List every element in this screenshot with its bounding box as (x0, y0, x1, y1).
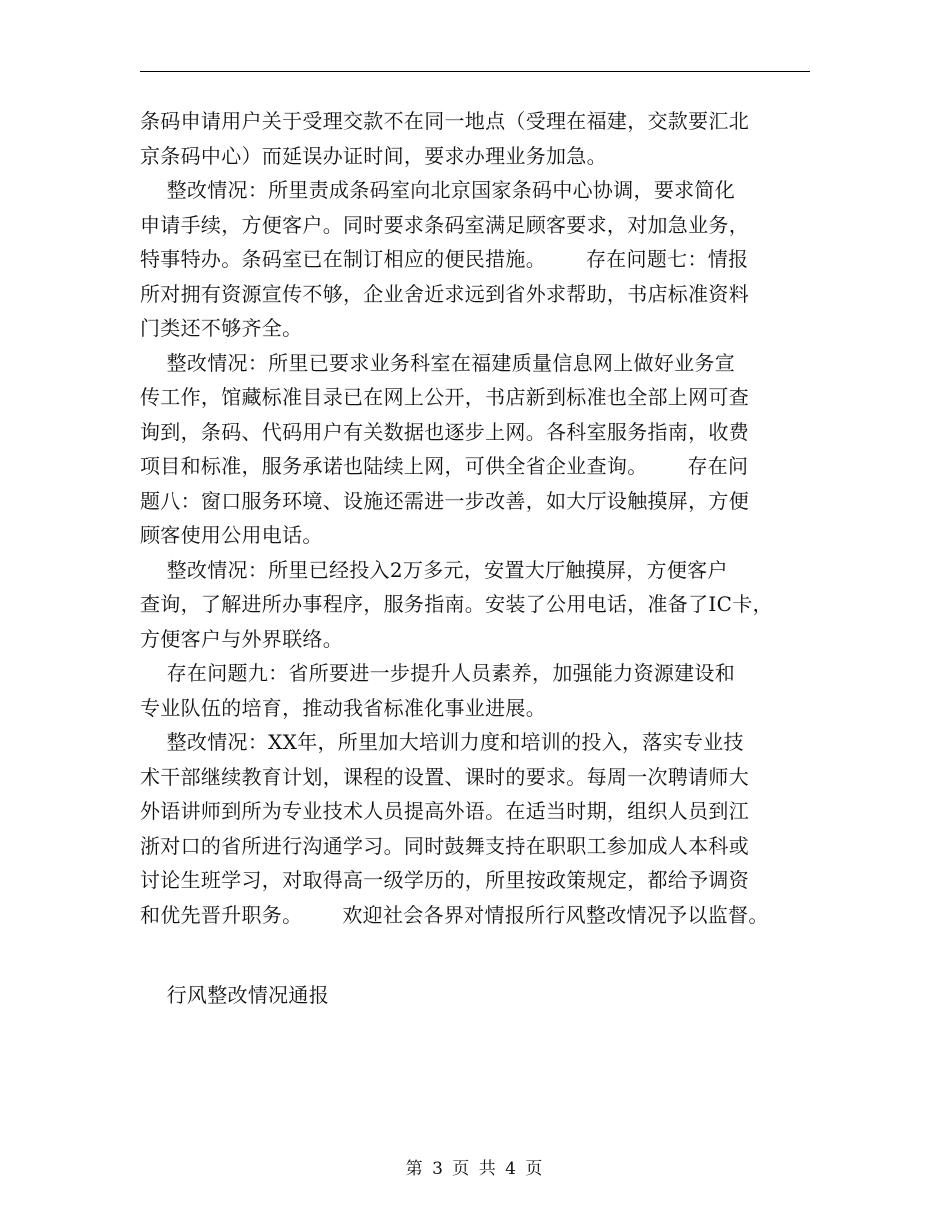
closing-title: 行风整改情况通报 (140, 983, 330, 1007)
body-line: 专业队伍的培育，推动我省标准化事业进展。 (140, 695, 546, 720)
page-number: 第 3 页 共 4 页 (405, 1159, 545, 1179)
body-line: 顾客使用公用电话。 (140, 523, 323, 547)
body-line: 特事特办。条码室已在制订相应的便民措施。 存在问题七：情报 (140, 247, 749, 271)
body-line: 项目和标准，服务承诺也陆续上网，可供全省企业查询。 存在问 (140, 454, 749, 478)
body-line: 和优先晋升职务。 欢迎社会各界对情报所行风整改情况予以监督。 (140, 902, 769, 927)
body-line: 申请手续，方便客户。同时要求条码室满足顾客要求，对加急业务， (140, 212, 749, 237)
body-line: 题八：窗口服务环境、设施还需进一步改善，如大厅设触摸屏，方便 (140, 488, 749, 513)
body-line: 浙对口的省所进行沟通学习。同时鼓舞支持在职职工参加成人本科或 (140, 833, 749, 858)
body-line: 门类还不够齐全。 (140, 316, 303, 340)
body-line: 方便客户与外界联络。 (140, 626, 343, 651)
body-line: 外语讲师到所为专业技术人员提高外语。在适当时期，组织人员到江 (140, 799, 749, 823)
body-line: 整改情况：所里责成条码室向北京国家条码中心协调，要求简化 (140, 178, 736, 202)
body-line: 术干部继续教育计划，课程的设置、课时的要求。每周一次聘请师大 (140, 764, 749, 789)
header-rule (140, 71, 810, 72)
body-line: 整改情况：所里已经投入2万多元，安置大厅触摸屏，方便客户 (140, 557, 728, 582)
body-line: 讨论生班学习，对取得高一级学历的，所里按政策规定，都给予调资 (140, 868, 749, 892)
body-line: 条码申请用户关于受理交款不在同一地点（受理在福建，交款要汇北 (140, 109, 749, 133)
body-line: 询到，条码、代码用户有关数据也逐步上网。各科室服务指南，收费 (140, 419, 749, 444)
paragraph-gap (140, 932, 830, 978)
document-body (140, 104, 830, 1013)
body-line: 整改情况：所里已要求业务科室在福建质量信息网上做好业务宣 (140, 350, 736, 375)
body-line: 查询，了解进所办事程序，服务指南。安装了公用电话，准备了IC卡， (140, 592, 773, 616)
body-line: 整改情况：XX年，所里加大培训力度和培训的投入，落实专业技 (140, 730, 744, 754)
body-line: 存在问题九：省所要进一步提升人员素养，加强能力资源建设和 (140, 661, 736, 685)
body-line: 京条码中心）而延误办证时间，要求办理业务加急。 (140, 143, 607, 168)
body-line: 所对拥有资源宣传不够，企业舍近求远到省外求帮助，书店标准资料 (140, 281, 749, 306)
body-line: 传工作，馆藏标准目录已在网上公开，书店新到标准也全部上网可查 (140, 385, 749, 409)
